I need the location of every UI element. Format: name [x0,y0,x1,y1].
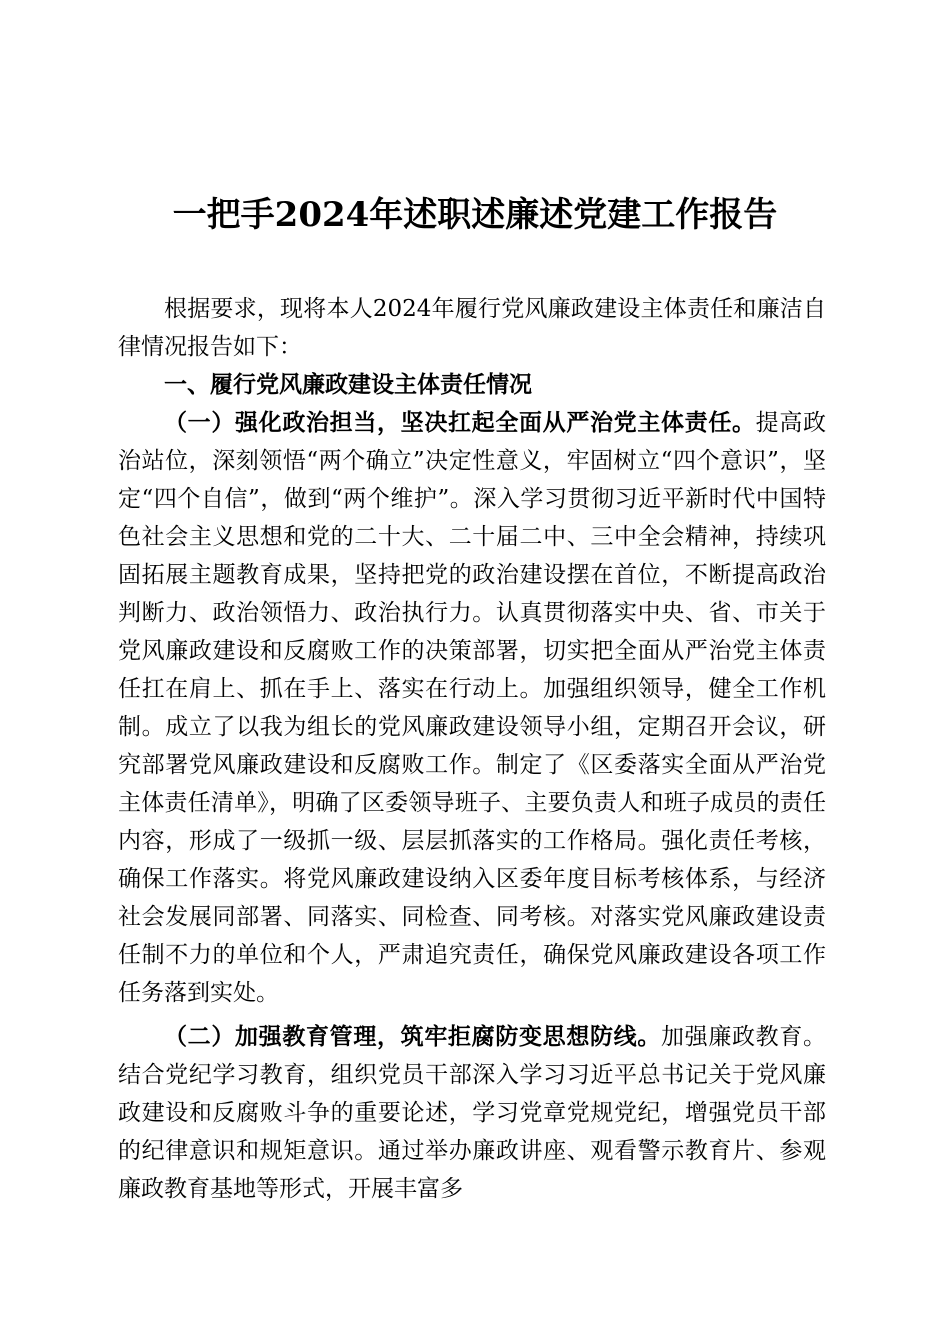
subsection-lead-1: （一）强化政治担当，坚决扛起全面从严治党主体责任。 [164,409,756,436]
section-heading-1: 一、履行党风廉政建设主体责任情况 [164,372,532,398]
subsection-paragraph-1 [118,404,826,1012]
subsection-text-2: 加强廉政教育。结合党纪学习教育，组织党员干部深入学习习近平总书记关于党风廉政建设和反腐败斗争的重要论述，学习党章党规党纪，增强党员干部的纪律意识和规矩意识。通过举办廉政讲座、观看警示教育片、参观廉政教育基地等形式，开展丰富多 [118,1024,827,1202]
document-title: 一把手2024年述职述廉述党建工作报告 [172,195,778,235]
document-body [118,290,826,1208]
subsection-lead-2: （二）加强教育管理，筑牢拒腐防变思想防线。 [164,1023,661,1050]
subsection-text-1: 提高政治站位，深刻领悟“两个确立”决定性意义，牢固树立“四个意识”，坚定“四个自信”，做到“两个维护”。深入学习贯彻习近平新时代中国特色社会主义思想和党的二十大、二十届二中、三中全会精神，持续巩固拓展主题教育成果，坚持把党的政治建设摆在首位，不断提高政治判断力、政治领悟力、政治执行力。认真贯彻落实中央、省、市关于党风廉政建设和反腐败工作的决策部署，切实把全面从严治党主体责任扛在肩上、抓在手上、落实在行动上。加强组织领导，健全工作机制。成立了以我为组长的党风廉政建设领导小组，定期召开会议，研究部署党风廉政建设和反腐败工作。制定了《区委落实全面从严治党主体责任清单》，明确了区委领导班子、主要负责人和班子成员的责任内容，形成了一级抓一级、层层抓落实的工作格局。强化责任考核，确保工作落实。将党风廉政建设纳入区委年度目标考核体系，与经济社会发展同部署、同落实、同检查、同考核。对落实党风廉政建设责任制不力的单位和个人，严肃追究责任，确保党风廉政建设各项工作任务落到实处。 [118,410,827,1006]
subsection-paragraph-2 [118,1018,826,1208]
intro-paragraph: 根据要求，现将本人2024年履行党风廉政建设主体责任和廉洁自律情况报告如下： [118,296,826,360]
